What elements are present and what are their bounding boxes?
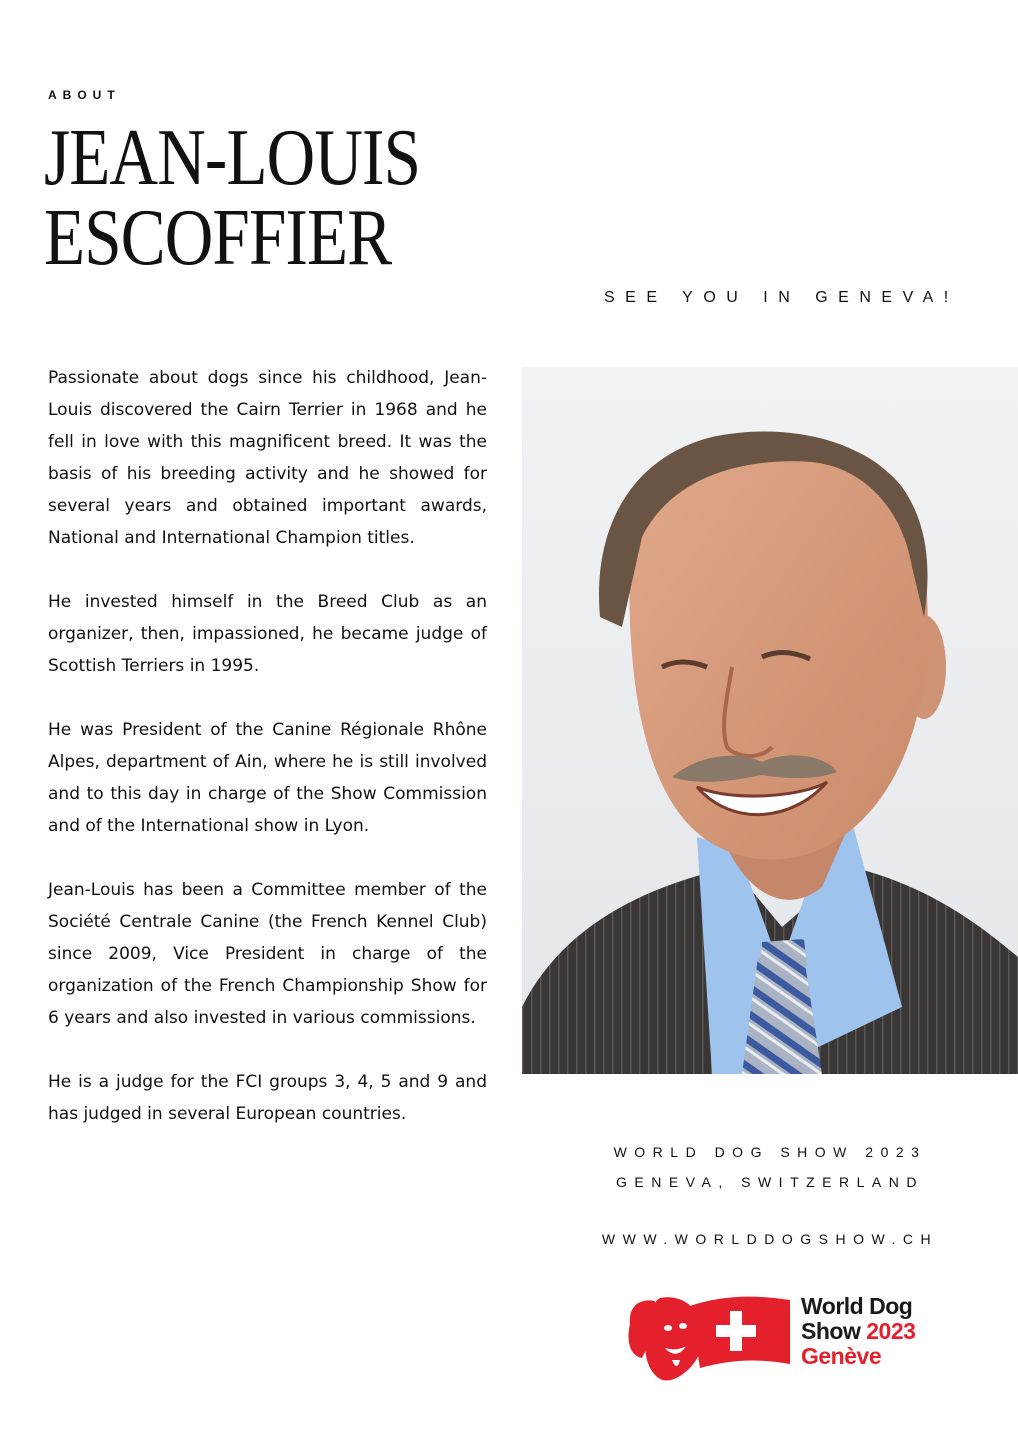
bio-paragraph: He was President of the Canine Régionale Rhône Alpes, department of Ain, where he is still involved and to this day in charge of the Show Commission and of the International show in Lyon. xyxy=(48,720,487,836)
event-location: GENEVA, SWITZERLAND xyxy=(616,1174,924,1190)
event-name: WORLD DOG SHOW 2023 xyxy=(613,1144,927,1160)
bio-paragraph: Passionate about dogs since his childhood, Jean-Louis discovered the Cairn Terrier in 1968 and he fell in love with this magnificent breed. It was the basis of his breeding activity and he showed for several years and obtained important awards, National and International Champion titles. xyxy=(48,368,487,548)
bio-paragraph: Jean-Louis has been a Committee member of the Société Centrale Canine (the French Kennel Club) since 2009, Vice President in charge of the organization of the French Championship Show for 6 years and also invested in various commissions. xyxy=(48,880,487,1028)
title-first-name: JEAN-LOUIS xyxy=(44,114,421,202)
section-eyebrow: ABOUT xyxy=(48,88,121,102)
title-last-name: ESCOFFIER xyxy=(44,194,392,282)
dog-flag-icon xyxy=(620,1286,795,1386)
logo-city: Genève xyxy=(801,1343,882,1369)
logo-year: 2023 xyxy=(866,1318,916,1344)
bio-paragraph: He is a judge for the FCI groups 3, 4, 5 and 9 and has judged in several European countries. xyxy=(48,1072,487,1124)
page-title xyxy=(44,114,421,282)
logo-show-word: Show xyxy=(801,1318,861,1344)
logo-line-1: World Dog xyxy=(801,1293,913,1319)
bio-paragraph: He invested himself in the Breed Club as an organizer, then, impassioned, he became judge of Scottish Terriers in 1995. xyxy=(48,592,487,676)
logo-wordmark xyxy=(801,1294,915,1369)
tagline: SEE YOU IN GENEVA! xyxy=(604,289,959,306)
portrait-photo xyxy=(522,367,1018,1074)
world-dog-show-logo xyxy=(620,1286,940,1386)
website-link[interactable]: WWW.WORLDDOGSHOW.CH xyxy=(601,1231,939,1247)
biography xyxy=(48,362,487,1162)
